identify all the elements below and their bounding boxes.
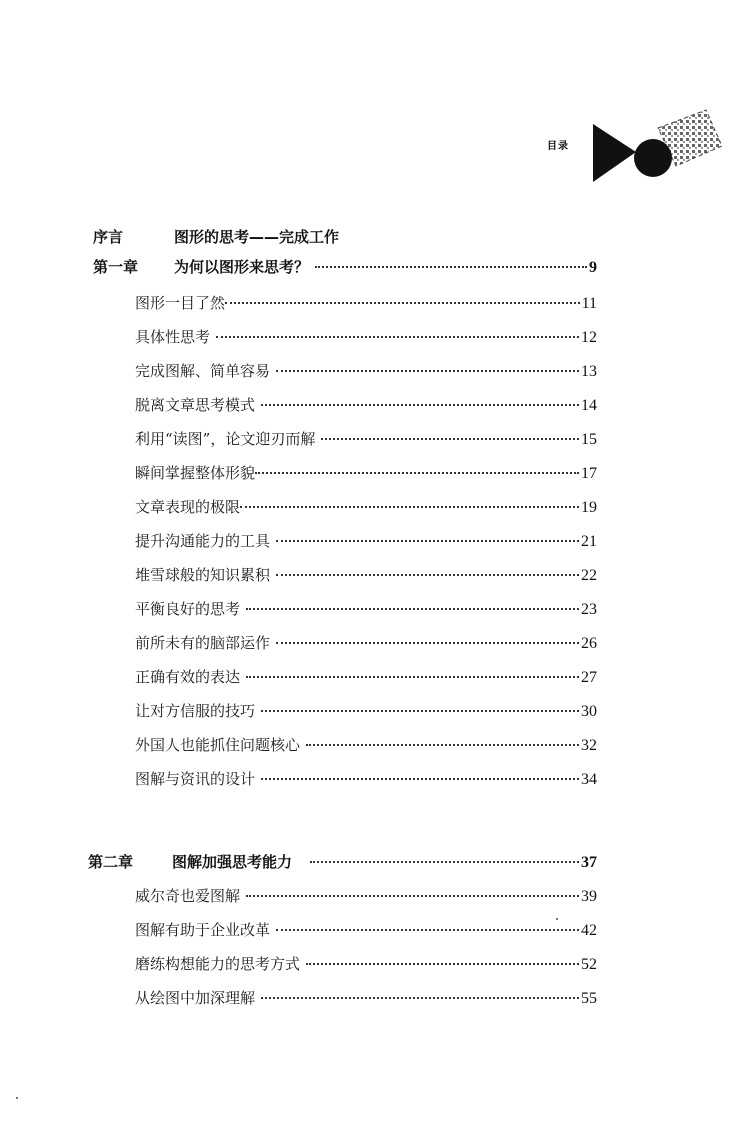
dot-leader — [225, 302, 580, 304]
preface-label: 序言 — [93, 228, 124, 246]
page-number: 9 — [589, 259, 597, 276]
toc-section[interactable] — [135, 326, 597, 350]
scan-speck — [16, 1097, 18, 1099]
chapter-label: 第二章 — [88, 853, 134, 871]
dot-leader — [261, 404, 579, 406]
toc-section[interactable] — [135, 632, 597, 656]
section-title: 文章表现的极限 — [135, 498, 241, 516]
section-title: 具体性思考 — [135, 328, 211, 346]
page-number: 52 — [581, 956, 597, 973]
dot-leader — [246, 676, 579, 678]
page-number: 13 — [581, 363, 597, 380]
page-number: 15 — [581, 431, 597, 448]
header-ornament — [590, 108, 730, 188]
page-number: 11 — [581, 295, 597, 312]
page-number: 23 — [581, 601, 597, 618]
section-title: 完成图解、简单容易 — [135, 362, 271, 380]
section-title: 提升沟通能力的工具 — [135, 532, 271, 550]
section-title: 利用“读图”，论文迎刃而解 — [135, 430, 316, 448]
dot-leader — [306, 744, 579, 746]
toc-section[interactable] — [135, 700, 597, 724]
scan-speck — [556, 918, 558, 920]
dot-leader — [276, 574, 579, 576]
page-number: 32 — [581, 737, 597, 754]
page-number: 17 — [581, 465, 597, 482]
toc-chapter-1[interactable] — [93, 256, 597, 280]
toc-section[interactable] — [135, 919, 597, 943]
toc-section[interactable] — [135, 530, 597, 554]
page-number: 55 — [581, 990, 597, 1007]
toc-section[interactable] — [135, 394, 597, 418]
page-number: 19 — [581, 499, 597, 516]
page-number: 22 — [581, 567, 597, 584]
preface-title: 图形的思考——完成工作 — [174, 228, 340, 246]
dot-leader — [240, 506, 579, 508]
toc-section[interactable] — [135, 564, 597, 588]
toc-section[interactable] — [135, 292, 597, 316]
toc-section[interactable] — [135, 428, 597, 452]
page-number: 30 — [581, 703, 597, 720]
dot-leader — [276, 642, 579, 644]
toc-section[interactable] — [135, 734, 597, 758]
dot-leader — [246, 895, 579, 897]
page-number: 39 — [581, 888, 597, 905]
dot-leader — [276, 929, 579, 931]
circle-icon — [634, 139, 672, 177]
dot-leader — [276, 370, 579, 372]
section-title: 堆雪球般的知识累积 — [135, 566, 271, 584]
toc-chapter-2[interactable] — [88, 851, 597, 875]
section-title: 外国人也能抓住问题核心 — [135, 736, 301, 754]
page-number: 26 — [581, 635, 597, 652]
triangle-icon — [593, 124, 636, 182]
page-number: 34 — [581, 771, 597, 788]
dot-leader — [246, 608, 579, 610]
section-title: 图形一目了然 — [135, 294, 226, 312]
dot-leader — [310, 861, 579, 863]
section-title: 平衡良好的思考 — [135, 600, 241, 618]
dot-leader — [276, 540, 579, 542]
toc-preface[interactable] — [93, 226, 597, 250]
toc-section[interactable] — [135, 360, 597, 384]
page-section-label: 目录 — [547, 141, 569, 152]
dot-leader — [216, 336, 579, 338]
section-title: 瞬间掌握整体形貌 — [135, 464, 256, 482]
section-title: 磨练构想能力的思考方式 — [135, 955, 301, 973]
section-title: 从绘图中加深理解 — [135, 989, 256, 1007]
chapter-title: 为何以图形来思考？ — [174, 258, 310, 276]
section-title: 图解与资讯的设计 — [135, 770, 256, 788]
dot-leader — [315, 266, 587, 268]
section-title: 脱离文章思考模式 — [135, 396, 256, 414]
toc-section[interactable] — [135, 598, 597, 622]
toc-section[interactable] — [135, 885, 597, 909]
dot-leader — [306, 963, 579, 965]
page-number: 14 — [581, 397, 597, 414]
page-number: 42 — [581, 922, 597, 939]
dot-leader — [261, 997, 579, 999]
toc-section[interactable] — [135, 666, 597, 690]
toc-section[interactable] — [135, 462, 597, 486]
section-title: 让对方信服的技巧 — [135, 702, 256, 720]
page-number: 37 — [581, 854, 597, 871]
chapter-title: 图解加强思考能力 — [172, 853, 293, 871]
section-title: 前所未有的脑部运作 — [135, 634, 271, 652]
page-number: 21 — [581, 533, 597, 550]
dot-leader — [261, 710, 579, 712]
dot-leader — [321, 438, 579, 440]
section-title: 图解有助于企业改革 — [135, 921, 271, 939]
toc-section[interactable] — [135, 953, 597, 977]
chapter-label: 第一章 — [93, 258, 139, 276]
toc-section[interactable] — [135, 768, 597, 792]
page-number: 27 — [581, 669, 597, 686]
section-title: 威尔奇也爱图解 — [135, 887, 241, 905]
page-number: 12 — [581, 329, 597, 346]
toc-section[interactable] — [135, 987, 597, 1011]
section-title: 正确有效的表达 — [135, 668, 241, 686]
dot-leader — [261, 778, 579, 780]
toc-section[interactable] — [135, 496, 597, 520]
dot-leader — [255, 472, 579, 474]
